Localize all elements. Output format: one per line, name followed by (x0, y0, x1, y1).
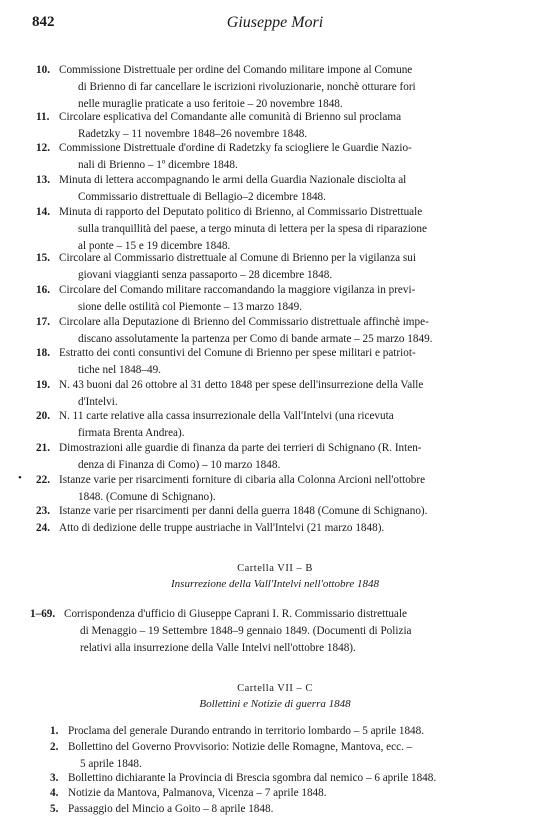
item-number: 15. (36, 252, 50, 265)
item-text-line: Commissione Distrettuale per ordine del Comando militare impone al Comune (59, 64, 413, 76)
item-number: 10. (36, 64, 50, 76)
item-text-line: Notizie da Mantova, Palmanova, Vicenza – 7 aprile 1848. (68, 787, 327, 800)
item-text-line: nelle muraglie praticate a uso feritoie – 20 novembre 1848. (78, 98, 343, 110)
item-number: 18. (36, 347, 50, 360)
list-item (36, 377, 520, 411)
list-item (36, 250, 520, 284)
list-item (36, 62, 520, 113)
list-item (50, 801, 520, 818)
margin-bullet-mark: • (18, 472, 22, 484)
item-text-line: Radetzky – 11 novembre 1848–26 novembre 1848. (78, 127, 308, 140)
list-item (50, 723, 520, 740)
item-text-line: Bollettino dichiarante la Provincia di Brescia sgombra dal nemico – 6 aprile 1848. (68, 771, 437, 784)
list-item (36, 440, 520, 474)
item-number: 21. (36, 442, 50, 454)
item-text-line: Minuta di rapporto del Deputato politico di Brienno, al Commissario Distrettuale (59, 205, 423, 218)
item-text-line: Circolare esplicativa del Comandante alle comunità di Brienno sul proclama (59, 110, 402, 123)
item-number: 14. (36, 205, 50, 218)
item-text-line: nali di Brienno – 1º dicembre 1848. (78, 159, 238, 172)
item-text-line: Minuta di lettera accompagnando le armi della Guardia Nazionale disciolta al (59, 174, 407, 186)
item-text-line: 5 aprile 1848. (80, 757, 142, 770)
list-item (36, 503, 520, 520)
item-number: 20. (36, 410, 50, 423)
item-number: 13. (36, 174, 50, 186)
item-text-line: Bollettino del Governo Provvisorio: Notizie delle Romagne, Mantova, ecc. – (68, 740, 413, 753)
item-text-line: Circolare al Commissario distrettuale al Comune di Brienno per la vigilanza sui (59, 252, 416, 265)
list-item (36, 520, 520, 537)
cartella-c-subtitle: Bollettini e Notizie di guerra 1848 (199, 698, 351, 710)
cartella-c-title: Cartella VII – C (237, 683, 313, 694)
item-number: 2. (50, 740, 59, 753)
list-item (36, 204, 520, 255)
item-number: 3. (50, 771, 59, 784)
page-header (0, 14, 550, 34)
item-text-line: Corrispondenza d'ufficio di Giuseppe Caprani I. R. Commissario distrettuale (64, 608, 407, 620)
item-text-line: d'Intelvi. (78, 395, 118, 408)
item-number: 19. (36, 378, 50, 391)
item-text-line: giovani viaggianti senza passaporto – 28 dicembre 1848. (78, 269, 333, 282)
item-text-line: 1848. (Comune di Schignano). (78, 490, 216, 503)
item-number: 17. (36, 315, 50, 328)
item-text-line: Atto di dedizione delle truppe austriache in Vall'Intelvi (21 marzo 1848). (59, 521, 385, 534)
item-text-line: discano assolutamente la partenza per Como di bande armate – 25 marzo 1849. (78, 332, 433, 345)
list-item (36, 314, 520, 348)
item-text-line: denza di Finanza di Como) – 10 marzo 1848. (78, 459, 281, 471)
list-item (50, 770, 520, 787)
item-text-line: Passaggio del Mincio a Goito – 8 aprile 1848. (68, 803, 274, 815)
item-number: 22. (36, 473, 50, 486)
item-number: 5. (50, 803, 59, 815)
item-text-line: Commissario distrettuale di Bellagio–2 dicembre 1848. (78, 191, 326, 203)
list-item (36, 109, 520, 143)
item-number: 11. (36, 110, 50, 123)
item-number: 4. (50, 787, 59, 800)
item-text-line: N. 43 buoni dal 26 ottobre al 31 detto 1848 per spese dell'insurrezione della Valle (59, 378, 424, 391)
item-text-line: Istanze varie per risarcimenti per danni della guerra 1848 (Comune di Schignano). (59, 505, 428, 518)
page-number: 842 (32, 14, 55, 30)
item-text-line: relativi alla insurrezione della Valle Intelvi nell'ottobre 1848). (80, 642, 356, 654)
item-number: 23. (36, 505, 50, 518)
item-text-line: N. 11 carte relative alla cassa insurrezionale della Vall'Intelvi (una ricevuta (59, 410, 394, 423)
list-item (36, 472, 520, 506)
item-text-line: Commissione Distrettuale d'ordine di Radetzky fa sciogliere le Guardie Nazio- (59, 142, 412, 155)
item-text-line: Circolare alla Deputazione di Brienno del Commissario distrettuale affinchè impe- (59, 315, 429, 328)
list-item (36, 140, 520, 174)
item-text-line: di Brienno di far cancellare le iscrizioni rivoluzionarie, nonchè otturare fori (78, 81, 416, 93)
list-item (36, 345, 520, 379)
list-item (36, 172, 520, 206)
list-item (36, 408, 520, 442)
item-text-line: di Menaggio – 19 Settembre 1848–9 gennaio 1849. (Documenti di Polizia (80, 625, 412, 637)
item-number: 24. (36, 521, 50, 534)
item-text-line: Proclama del generale Durando entrando in territorio lombardo – 5 aprile 1848. (68, 725, 425, 737)
item-number: 1–69. (30, 608, 56, 620)
cartella-b-subtitle: Insurrezione della Vall'Intelvi nell'ottobre 1848 (171, 578, 379, 590)
running-title: Giuseppe Mori (226, 14, 324, 31)
item-text-line: firmata Brenta Andrea). (78, 427, 185, 440)
list-item (30, 606, 520, 657)
item-number: 1. (50, 725, 59, 737)
list-item (50, 739, 520, 773)
item-number: 12. (36, 142, 50, 155)
item-text-line: al ponte – 15 e 19 dicembre 1848. (78, 239, 231, 252)
item-text-line: tiche nel 1848–49. (78, 364, 161, 377)
list-item (36, 282, 520, 316)
item-text-line: Istanze varie per risarcimenti forniture di cibaria alla Colonna Arcioni nell'ottobre (59, 473, 426, 486)
cartella-b-title: Cartella VII – B (237, 563, 313, 574)
item-text-line: Dimostrazioni alle guardie di finanza da parte dei terrieri di Schignano (R. Inten- (59, 442, 422, 454)
item-number: 16. (36, 284, 50, 296)
item-text-line: sulla tranquillità del paese, a tergo minuta di lettera per la spesa di riparazione (78, 222, 427, 235)
list-item (50, 785, 520, 802)
item-text-line: Circolare del Comando militare raccomandando la maggiore vigilanza in previ- (59, 284, 416, 296)
item-text-line: Estratto dei conti consuntivi del Comune di Brienno per spese militari e patriot- (59, 347, 416, 360)
item-text-line: sione delle ostilità col Piemonte – 13 marzo 1849. (78, 301, 303, 313)
